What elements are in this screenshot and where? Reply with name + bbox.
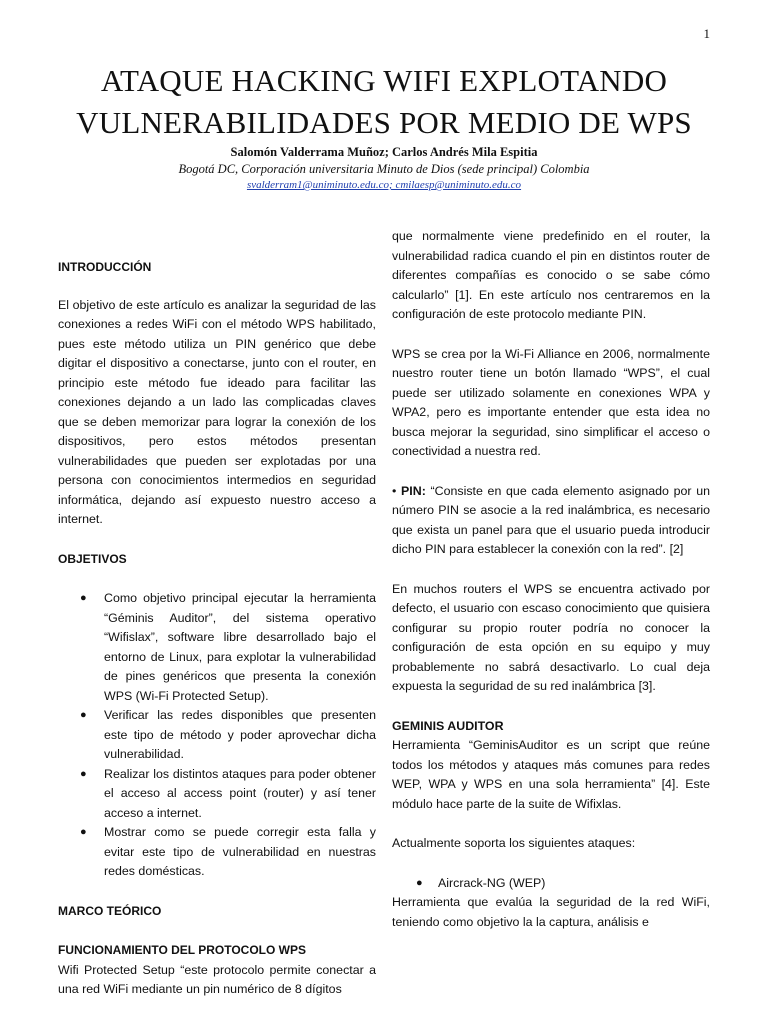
objective-item: ● Verificar las redes disponibles que presenten este tipo de método y poder aprovechar dicha vulnerabilidad. [80,708,376,761]
objective-item: ● Como objetivo principal ejecutar la herramienta “Géminis Auditor”, del sistema operativo “Wifislax”, software libre desarrollado bajo el entorno de Linux, para explotar la vulnerabilidad de pines genéricos que presenta la conexión WPS (Wi-Fi Protected Setup). [80,591,376,703]
authors: Salomón Valderrama Muñoz; Carlos Andrés Mila Espitia [230,145,538,159]
objectives-list [58,589,376,882]
author-emails[interactable]: svalderram1@uniminuto.edu.co; cmilaesp@uniminuto.edu.co [246,179,522,191]
pin-paragraph: • PIN: “Consiste en que cada elemento asignado por un número PIN se asocie a la red inalámbrica, es necesario que exista un panel para que el usuario pueda introducir dicho PIN para establecer la conexión con la red”. [2] [392,483,710,556]
bullet-icon: ● [416,876,423,889]
objective-item: ● Mostrar como se puede corregir esta falla y evitar este tipo de vulnerabilidad en nuestras redes domésticas. [80,825,376,878]
bullet-icon: ● [80,592,87,604]
page-number: 1 [703,26,710,41]
section-heading-protocolo-wps: FUNCIONAMIENTO DEL PROTOCOLO WPS [58,943,307,957]
attacks-list [392,874,710,894]
wps-alliance-paragraph: WPS se crea por la Wi-Fi Alliance en 2006, normalmente nuestro router tiene un botón llamado “WPS”, el cual puede ser utilizado solamente en conexiones WPA y WPA2, pero es importante entender que esta idea no busca mejorar la seguridad, sino simplificar el acceso o conectividad a nuestra red. [392,346,710,458]
bullet-icon: ● [80,767,87,780]
aircrack-paragraph: Herramienta que evalúa la seguridad de la red WiFi, teniendo como objetivo la la captura, análisis e [392,895,710,929]
objective-item: ● Realizar los distintos ataques para poder obtener el acceso al access point (router) y así tener acceso a internet. [80,766,376,820]
default-activation-paragraph: En muchos routers el WPS se encuentra activado por defecto, el usuario con escaso conocimiento que quisiera configurar su propio router podría no conocer la configuración de esta opción en su equipo y muy probablemente no sabrá desactivarlo. Lo cual deja expuesta la seguridad de su red inalámbrica [3]. [392,581,710,693]
geminis-paragraph: Herramienta “GeminisAuditor es un script que reúne todos los métodos y ataques más comunes para redes WEP, WPA y WPS en una sola herramienta” [4]. Este módulo hace parte de la suite de Wifixlas. [392,738,710,811]
paper-title: ATAQUE HACKING WIFI EXPLOTANDO VULNERABILIDADES POR MEDIO DE WPS [76,63,692,140]
section-heading-introduccion: INTRODUCCIÓN [58,260,152,274]
bullet-icon: ● [80,709,87,721]
attacks-intro: Actualmente soporta los siguientes ataques: [392,836,636,850]
wps-continued-paragraph: que normalmente viene predefinido en el router, la vulnerabilidad radica cuando el pin en distintos router de diferentes compañías es conocido o se sabe cómo calcularlo” [1]. En este artículo nos centraremos en la configuración de este protocolo mediante PIN. [392,229,710,321]
section-heading-geminis-auditor: GEMINIS AUDITOR [392,718,504,733]
section-heading-marco-teorico: MARCO TEÓRICO [58,903,162,918]
section-heading-objetivos: OBJETIVOS [58,551,127,566]
intro-paragraph: El objetivo de este artículo es analizar la seguridad de las conexiones a redes WiFi con el método WPS habilitado, pues este método utiliza un PIN genérico que debe digitar el dispositivo a conectarse, junto con el router, en principio este método fue ideado para facilitar las conexiones dejando a un lado las complicadas claves que se deben memorizar para lograr la conexión de los dispositivos, pero estos métodos presentan vulnerabilidades que pueden ser explotadas por una persona con conocimientos intermedios en seguridad informática, dejando así expuesto nuestro acceso a internet. [58,297,376,526]
right-column [392,227,710,932]
pin-label: PIN: [401,483,426,498]
affiliation: Bogotá DC, Corporación universitaria Minuto de Dios (sede principal) Colombia [178,162,590,176]
wps-paragraph: Wifi Protected Setup “este protocolo permite conectar a una red WiFi mediante un pin numérico de 8 dígitos [58,962,376,996]
left-column [58,258,376,1000]
bullet-icon: ● [80,826,87,838]
attack-item: ● Aircrack-NG (WEP) [392,874,710,894]
pin-bullet: • [392,483,397,498]
